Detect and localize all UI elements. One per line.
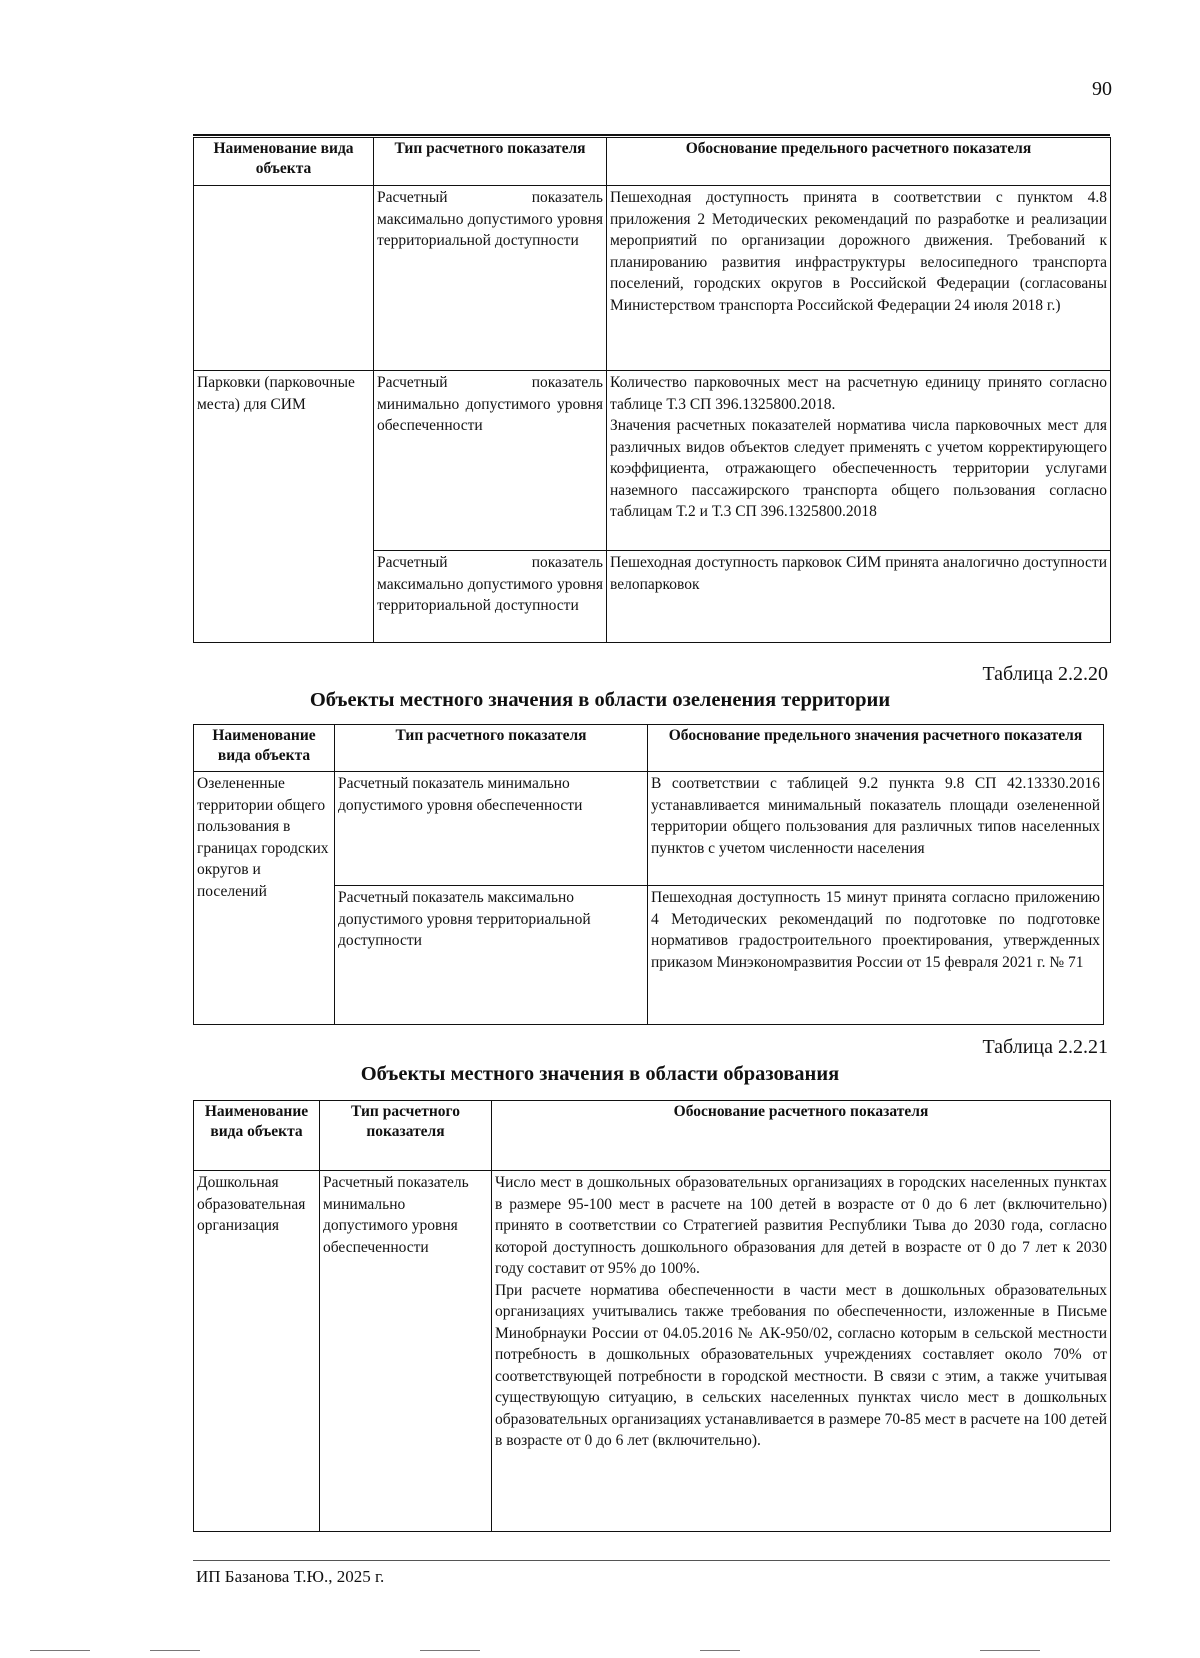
header-object-name: Наименование вида объекта <box>194 725 335 772</box>
header-justification: Обоснование предельного расчетного показателя <box>607 138 1111 186</box>
scan-artifact <box>700 1650 740 1651</box>
table-row <box>194 186 1111 371</box>
scan-artifact <box>150 1650 200 1651</box>
table-header-row <box>194 1101 1111 1171</box>
justification-cell: Пешеходная доступность парковок СИМ принята аналогично доступности велопарковок <box>607 551 1111 643</box>
justification-paragraph: Количество парковочных мест на расчетную единицу принято согласно таблице Т.3 СП 396.1325800.2018. <box>610 374 1107 413</box>
table-label: Таблица 2.2.20 <box>982 663 1108 685</box>
table-education <box>193 1100 1111 1532</box>
justification-paragraph: Число мест в дошкольных образовательных организациях в городских населенных пунктах в размере 95-100 мест в расчете на 100 детей в возрасте от 0 до 6 лет (включительно) принято в соответствии со Стратегией развития Республики Тыва до 2030 года, согласно которой доступность дошкольного образования для детей в возрасте от 0 до 7 лет к 2030 году составит от 95% до 100%. <box>495 1174 1107 1277</box>
indicator-type-cell: Расчетный показатель минимально допустимого уровня обеспеченности <box>374 371 607 551</box>
table-label: Таблица 2.2.21 <box>982 1036 1108 1058</box>
header-indicator-type: Тип расчетного показателя <box>335 725 648 772</box>
header-object-name: Наименование вида объекта <box>194 138 374 186</box>
header-indicator-type: Тип расчетного показателя <box>374 138 607 186</box>
table-row <box>194 772 1104 886</box>
indicator-type-cell: Расчетный показатель минимально допустимого уровня обеспеченности <box>320 1171 492 1532</box>
header-justification: Обоснование предельного значения расчетного показателя <box>648 725 1104 772</box>
indicator-type-cell: Расчетный показатель максимально допустимого уровня территориальной доступности <box>335 886 648 1025</box>
scan-artifact <box>420 1650 480 1651</box>
table-title: Объекты местного значения в области образования <box>360 1063 840 1085</box>
indicator-type-cell: Расчетный показатель минимально допустимого уровня обеспеченности <box>335 772 648 886</box>
top-rule <box>193 134 1110 136</box>
scan-artifact <box>30 1650 90 1651</box>
scan-artifact <box>980 1650 1040 1651</box>
object-name-cell: Парковки (парковочные места) для СИМ <box>194 371 374 643</box>
justification-cell: В соответствии с таблицей 9.2 пункта 9.8 СП 42.13330.2016 устанавливается минимальный показатель площади озелененной территории общего пользования для различных типов населенных пунктов с учетом численности населения <box>648 772 1104 886</box>
table-title: Объекты местного значения в области озеленения территории <box>309 689 891 711</box>
table-greening <box>193 724 1104 1025</box>
table-row <box>194 1171 1111 1532</box>
table-row <box>194 371 1111 551</box>
footer-text: ИП Базанова Т.Ю., 2025 г. <box>196 1567 385 1586</box>
justification-cell <box>492 1171 1111 1532</box>
indicator-type-cell: Расчетный показатель максимально допустимого уровня территориальной доступности <box>374 186 607 371</box>
header-object-name: Наименование вида объекта <box>194 1101 320 1171</box>
header-indicator-type: Тип расчетного показателя <box>320 1101 492 1171</box>
justification-cell: Пешеходная доступность принята в соответствии с пунктом 4.8 приложения 2 Методических рекомендаций по разработке и реализации мероприятий по организации дорожного движения. Требований к планированию развития инфраструктуры велосипедного транспорта поселений, городских округов в Российской Федерации (согласованы Министерством транспорта Российской Федерации 24 июля 2018 г.) <box>607 186 1111 371</box>
justification-cell: Пешеходная доступность 15 минут принята согласно приложению 4 Методических рекомендаций по подготовке по подготовке нормативов градостроительного проектирования, утвержденных приказом Минэкономразвития России от 15 февраля 2021 г. № 71 <box>648 886 1104 1025</box>
table-parking <box>193 137 1111 643</box>
indicator-type-cell: Расчетный показатель максимально допустимого уровня территориальной доступности <box>374 551 607 643</box>
justification-paragraph: При расчете норматива обеспеченности в части мест в дошкольных образовательных организациях учитывались также требования по обеспеченности, изложенные в Письме Минобрнауки России от 04.05.2016 № АК-950/02, согласно которым в сельской местности потребность в дошкольных образовательных учреждениях составляет около 70% от соответствующей потребности в городской местности. В связи с этим, а также учитывая существующую ситуацию, в сельских населенных пунктах число мест в дошкольных образовательных организациях устанавливается в размере 70-85 мест в расчете на 100 детей в возрасте от 0 до 6 лет (включительно). <box>495 1281 1107 1449</box>
table-header-row <box>194 138 1111 186</box>
header-justification: Обоснование расчетного показателя <box>492 1101 1111 1171</box>
justification-cell <box>607 371 1111 551</box>
footer-rule <box>193 1560 1110 1561</box>
justification-paragraph: Значения расчетных показателей норматива числа парковочных мест для различных видов объектов следует применять с учетом корректирующего коэффициента, отражающего обеспеченность территории услугами наземного пассажирского транспорта общего пользования согласно таблицам Т.2 и Т.3 СП 396.1325800.2018 <box>610 417 1107 520</box>
object-name-cell: Дошкольная образовательная организация <box>194 1171 320 1532</box>
object-name-cell: Озелененные территории общего пользования в границах городских округов и поселений <box>194 772 335 1025</box>
object-name-cell <box>194 186 374 371</box>
table-header-row <box>194 725 1104 772</box>
page-number: 90 <box>1092 78 1112 100</box>
